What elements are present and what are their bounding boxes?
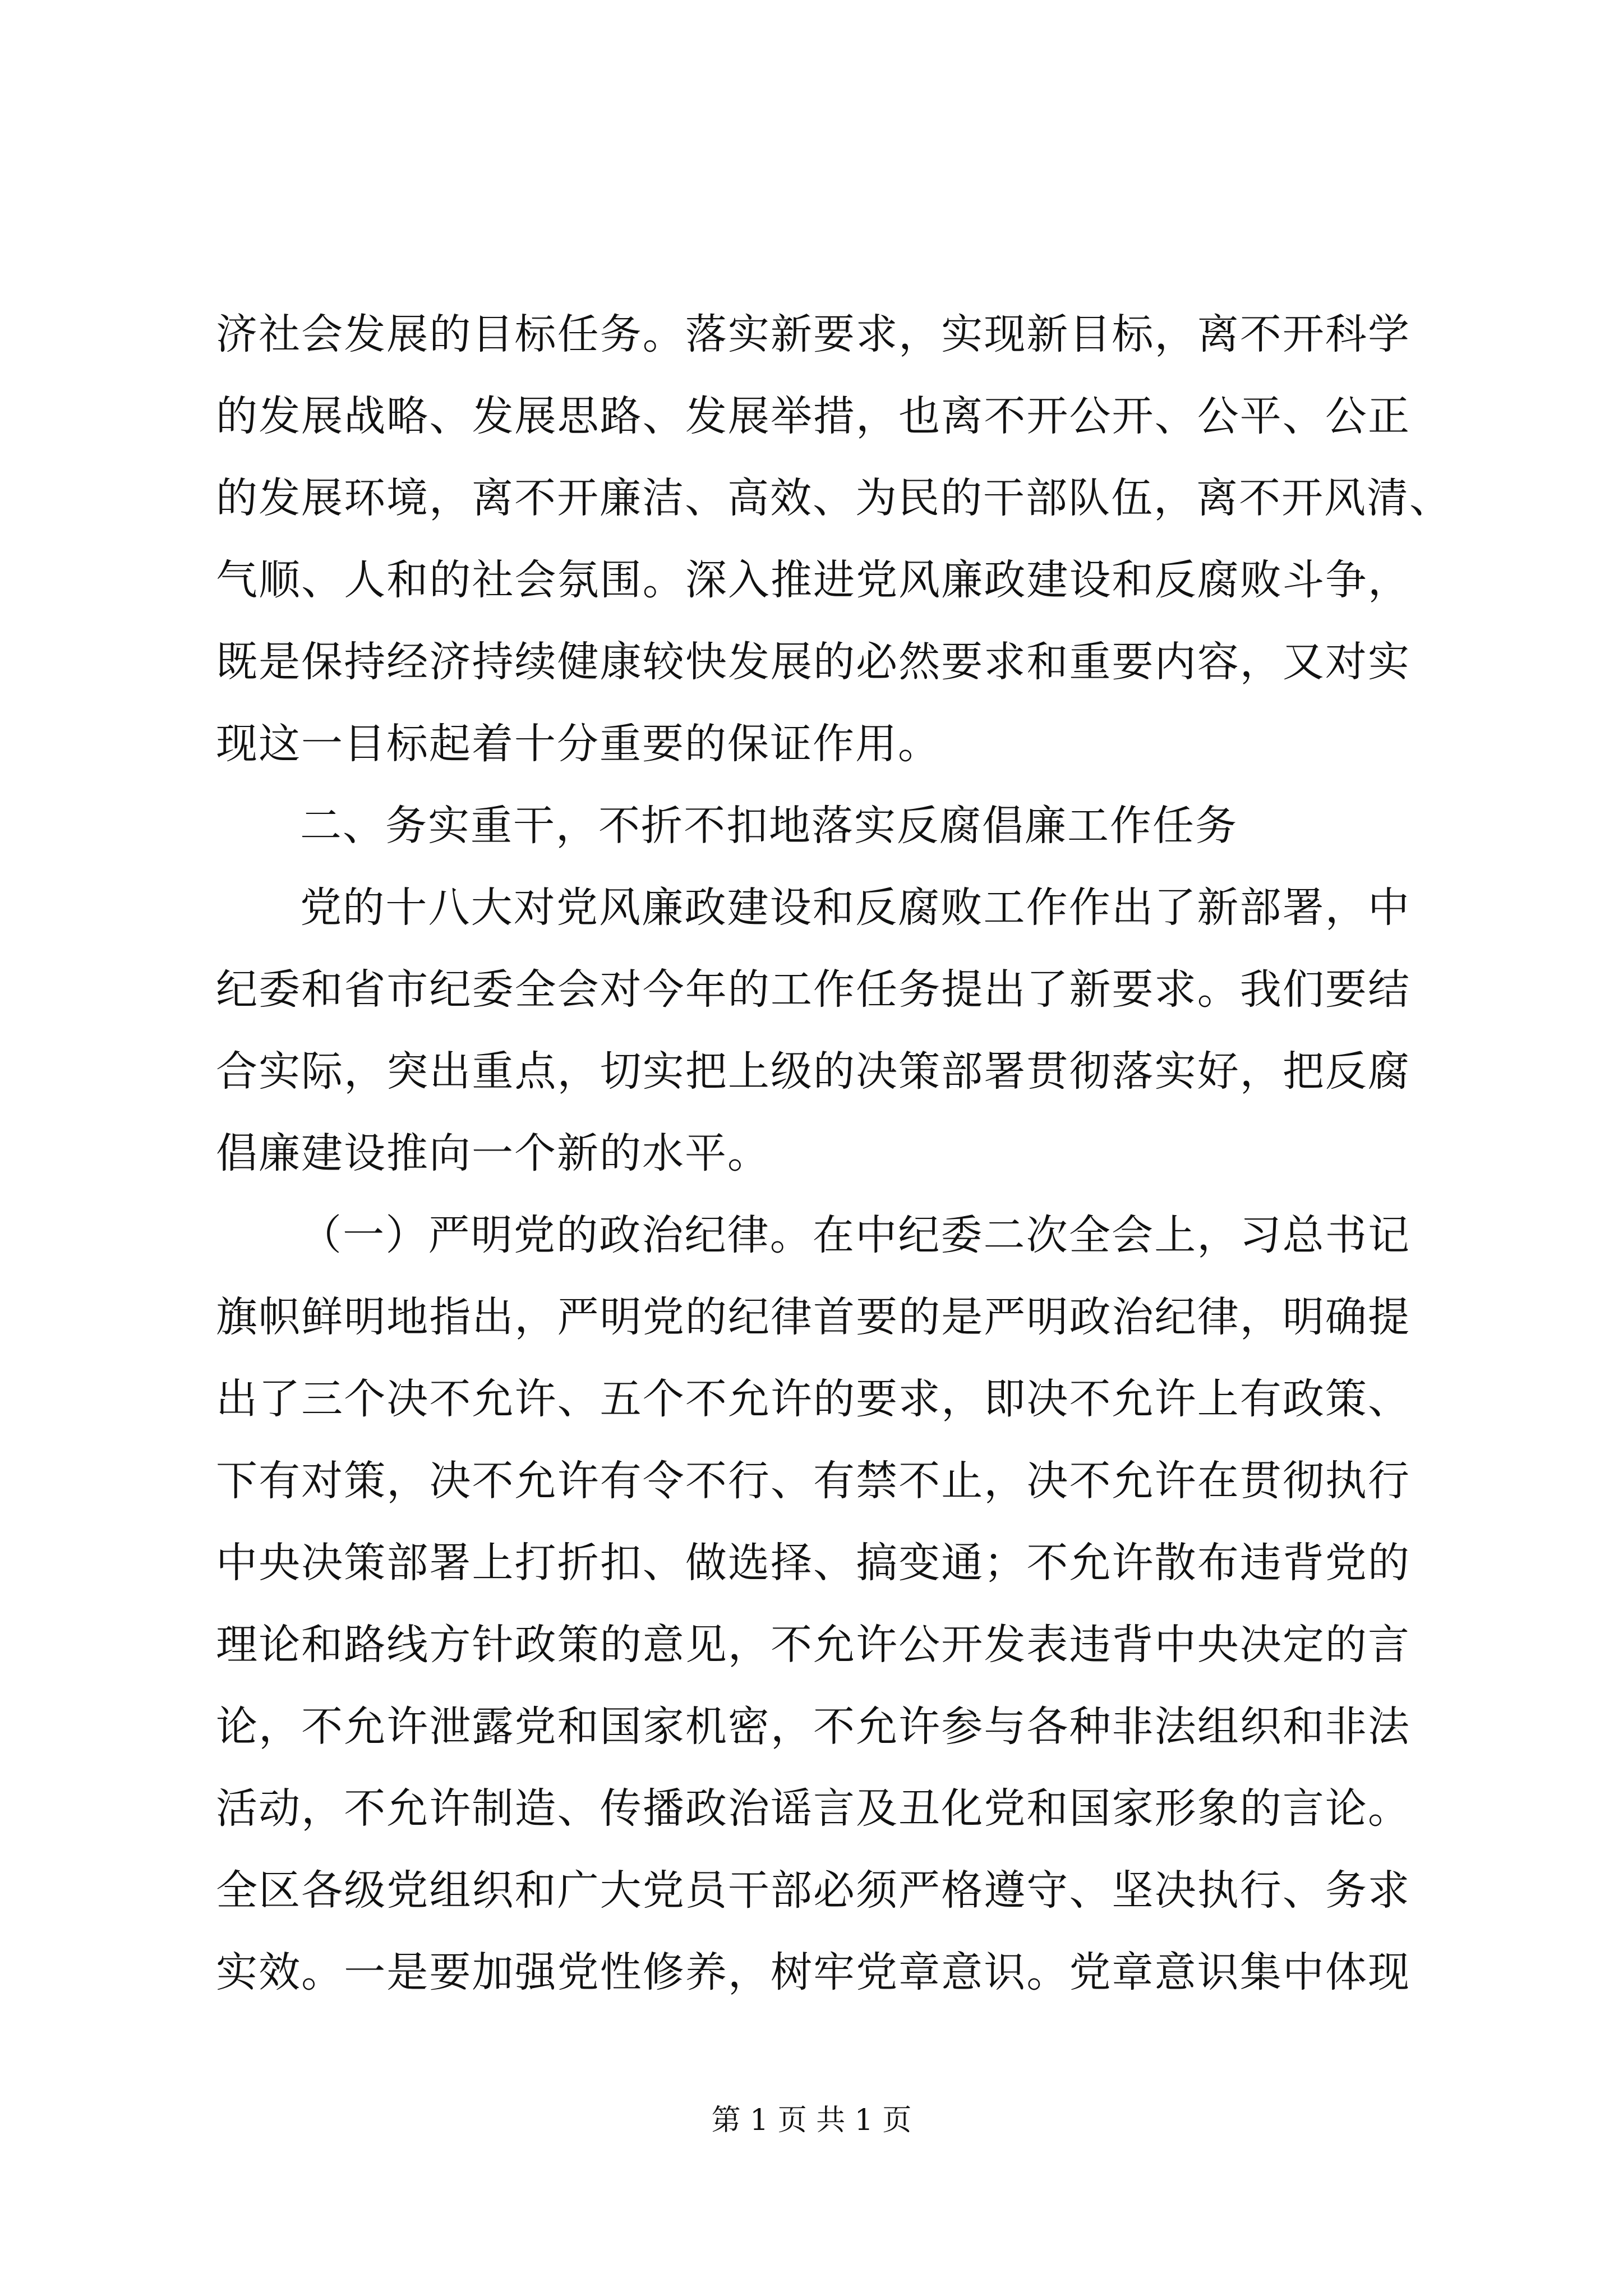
text-line: 出了三个决不允许、五个不允许的要求，即决不允许上有政策、 <box>216 1375 1410 1423</box>
text-line: 旗帜鲜明地指出，严明党的纪律首要的是严明政治纪律，明确提 <box>216 1293 1410 1341</box>
subsection-heading: （一）严明党的政治纪律。在中纪委二次全会上，习总书记 <box>300 1211 1410 1259</box>
text-line: 理论和路线方针政策的意见，不允许公开发表违背中央决定的言 <box>216 1621 1410 1669</box>
text-line: 既是保持经济持续健康较快发展的必然要求和重要内容，又对实 <box>216 638 1410 686</box>
text-line: 济社会发展的目标任务。落实新要求，实现新目标，离不开科学 <box>216 310 1410 358</box>
text-line: 全区各级党组织和广大党员干部必须严格遵守、坚决执行、务求 <box>216 1866 1410 1915</box>
text-line: 合实际，突出重点，切实把上级的决策部署贯彻落实好，把反腐 <box>216 1047 1410 1096</box>
page-footer: 第 1 页 共 1 页 <box>711 2104 912 2137</box>
text-line: 论，不允许泄露党和国家机密，不允许参与各种非法组织和非法 <box>216 1703 1410 1751</box>
text-line: 纪委和省市纪委全会对今年的工作任务提出了新要求。我们要结 <box>216 965 1410 1014</box>
text-line: 活动，不允许制造、传播政治谣言及丑化党和国家形象的言论。 <box>216 1784 1410 1833</box>
text-line: 倡廉建设推向一个新的水平。 <box>216 1129 770 1177</box>
text-line: 党的十八大对党风廉政建设和反腐败工作作出了新部署，中 <box>300 884 1410 932</box>
text-line: 中央决策部署上打折扣、做选择、搞变通；不允许散布违背党的 <box>216 1539 1410 1587</box>
text-line: 下有对策，决不允许有令不行、有禁不止，决不允许在贯彻执行 <box>216 1457 1410 1505</box>
text-line: 气顺、人和的社会氛围。深入推进党风廉政建设和反腐败斗争， <box>216 556 1410 604</box>
text-line: 的发展战略、发展思路、发展举措，也离不开公开、公平、公正 <box>216 392 1410 440</box>
section-heading: 二、务实重干，不折不扣地落实反腐倡廉工作任务 <box>300 802 1238 850</box>
text-line: 实效。一是要加强党性修养，树牢党章意识。党章意识集中体现 <box>216 1948 1410 1996</box>
text-line: 现这一目标起着十分重要的保证作用。 <box>216 720 940 768</box>
text-line: 的发展环境，离不开廉洁、高效、为民的干部队伍，离不开风清、 <box>216 474 1452 522</box>
